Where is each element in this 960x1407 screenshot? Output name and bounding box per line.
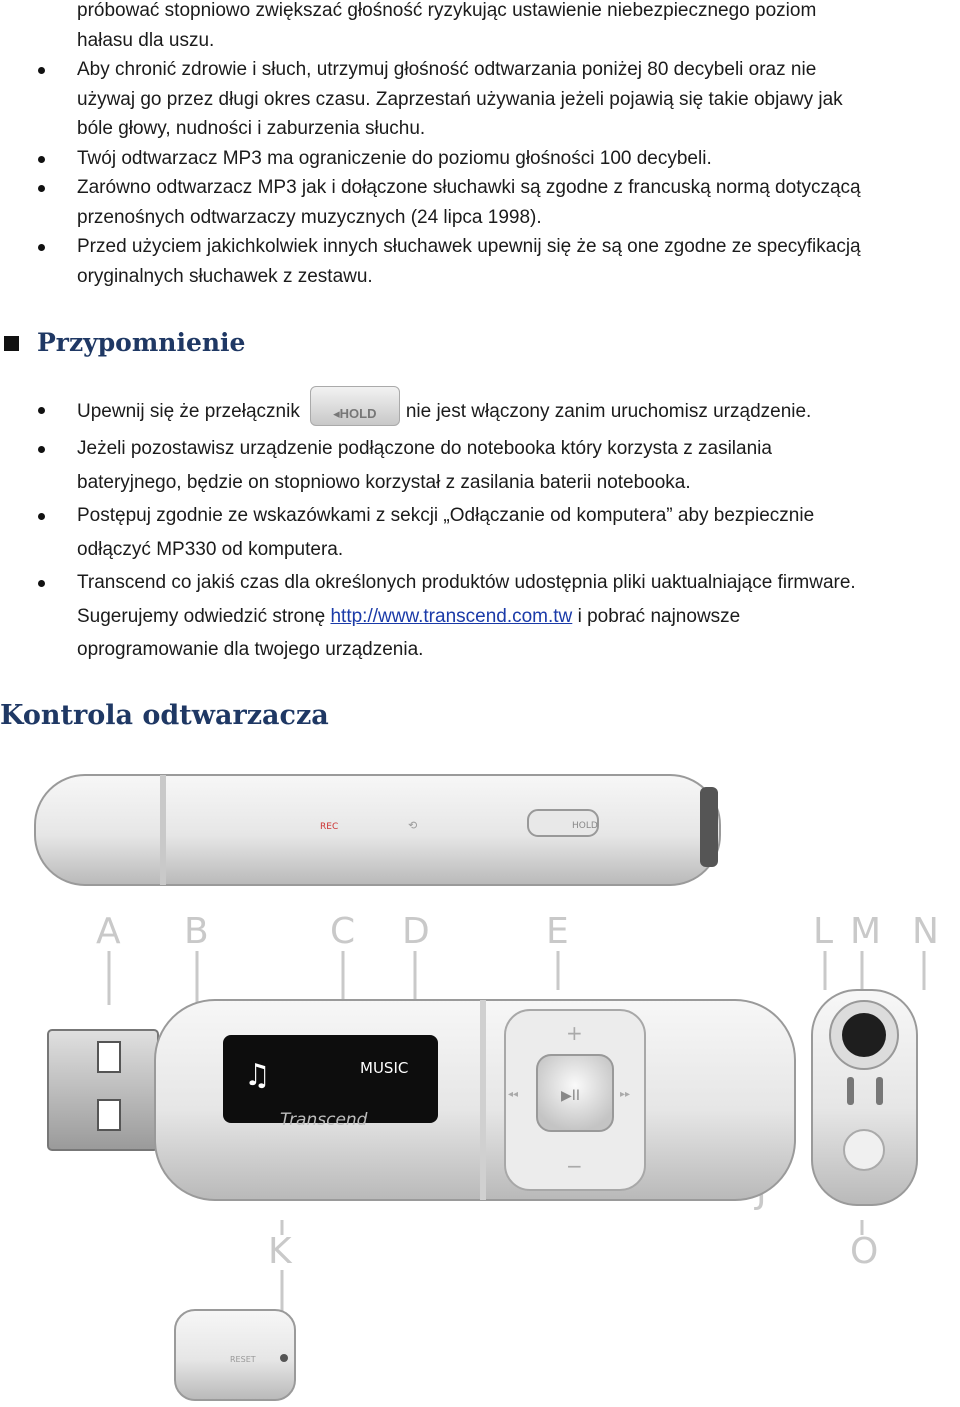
- callout-c: C: [330, 911, 356, 952]
- bullet-icon: [38, 580, 45, 587]
- controls-heading: Kontrola odtwarzacza: [0, 700, 329, 731]
- player-front-view: [155, 1000, 795, 1200]
- callout-b: B: [184, 911, 209, 952]
- list-item-line: Zarówno odtwarzacz MP3 jak i dołączone słuchawki są zgodne z francuską normą dotyczącą: [77, 177, 861, 198]
- display-music-label: MUSIC: [360, 1059, 409, 1077]
- volume-down-icon: −: [566, 1154, 583, 1178]
- safety-list: [0, 0, 960, 291]
- firmware-text-after: i pobrać najnowsze: [572, 605, 741, 627]
- list-item: [0, 55, 960, 144]
- music-note-icon: ♫: [244, 1058, 271, 1093]
- list-item-line: używaj go przez długi okres czasu. Zaprzestań używania jeżeli pojawią się takie objawy jak: [77, 88, 843, 110]
- hold-text-after: nie jest włączony zanim uruchomisz urządzenie.: [405, 401, 812, 423]
- bullet-icon: [38, 513, 45, 520]
- list-item-line: przenośnych odtwarzaczy muzycznych (24 lipca 1998).: [77, 206, 542, 228]
- previous-icon: ◂◂: [508, 1089, 519, 1100]
- callout-m: M: [850, 911, 882, 952]
- list-item-line: Przed użyciem jakichkolwiek innych słuchawek upewnij się że są one zgodne ze specyfikacją: [77, 236, 861, 257]
- callout-e: E: [546, 911, 569, 952]
- callout-l: L: [813, 911, 834, 952]
- list-item: [0, 392, 960, 432]
- list-item-line: oryginalnych słuchawek z zestawu.: [77, 265, 373, 287]
- hold-switch-image: [310, 386, 400, 426]
- list-item-line: bateryjnego, będzie on stopniowo korzystał z zasilania baterii notebooka.: [77, 471, 691, 493]
- list-item-line: Transcend co jakiś czas dla określonych produktów udostępnia pliki uaktualniające firmware.: [77, 572, 856, 593]
- volume-up-icon: +: [566, 1021, 583, 1045]
- repeat-icon: ⟲: [408, 819, 418, 832]
- list-item: [0, 499, 960, 566]
- next-icon: ▸▸: [620, 1089, 631, 1100]
- bullet-icon: [38, 156, 45, 163]
- reminder-heading: Przypomnienie: [37, 328, 246, 357]
- brand-label: Transcend: [280, 1110, 368, 1130]
- list-item-line: Jeżeli pozostawisz urządzenie podłączone do notebooka który korzysta z zasilania: [77, 438, 772, 459]
- reset-label: RESET: [230, 1355, 256, 1364]
- bullet-icon: [38, 185, 45, 192]
- top-hold-label: HOLD: [572, 821, 598, 831]
- list-item-line: bóle głowy, nudności i zaburzenia słuchu.: [77, 118, 426, 139]
- player-diagram: [0, 765, 960, 1405]
- callout-a: A: [96, 911, 121, 952]
- hold-text-before: Upewnij się że przełącznik: [77, 401, 300, 423]
- reset-hole: [280, 1354, 288, 1362]
- list-item-line: hałasu dla uszu.: [77, 29, 215, 51]
- list-item-line: próbować stopniowo zwiększać głośność ryzykując ustawienie niebezpiecznego poziom: [77, 0, 817, 21]
- transcend-website-link[interactable]: http://www.transcend.com.tw: [330, 605, 573, 627]
- callout-o: O: [850, 1231, 879, 1272]
- list-item: [0, 432, 960, 499]
- list-item-line: Postępuj zgodnie ze wskazówkami z sekcji „Odłączanie od komputera” aby bezpiecznie: [77, 505, 815, 526]
- list-item: [0, 0, 960, 55]
- bullet-icon: [38, 407, 45, 414]
- reminder-list: [0, 392, 960, 667]
- bullet-icon: [38, 67, 45, 74]
- list-item-line: oprogramowanie dla twojego urządzenia.: [77, 639, 424, 660]
- hold-switch-label: ◂HOLD: [333, 406, 377, 421]
- list-item: [0, 144, 960, 174]
- callout-k: K: [268, 1231, 292, 1272]
- list-item: [0, 173, 960, 232]
- callout-d: D: [402, 911, 430, 952]
- heading-square-icon: [4, 336, 19, 351]
- player-bottom-view: [175, 1310, 295, 1400]
- lanyard-hole: [844, 1130, 884, 1170]
- firmware-text-before: Sugerujemy odwiedzić stronę: [77, 605, 331, 627]
- player-top-view: [35, 775, 720, 885]
- player-side-view: [812, 990, 917, 1205]
- bullet-icon: [38, 446, 45, 453]
- list-item-line: Aby chronić zdrowie i słuch, utrzymuj głośność odtwarzania poniżej 80 decybeli oraz nie: [77, 59, 817, 80]
- list-item: [0, 232, 960, 291]
- callout-n: N: [912, 911, 939, 952]
- rec-label: REC: [320, 822, 339, 832]
- list-item: [0, 566, 960, 667]
- headphone-jack: [842, 1013, 886, 1057]
- list-item-line: odłączyć MP330 od komputera.: [77, 538, 344, 560]
- list-item-line: [77, 600, 960, 634]
- bullet-icon: [38, 244, 45, 251]
- play-pause-icon: ▶II: [561, 1088, 581, 1104]
- usb-connector: [48, 1030, 158, 1150]
- list-item-line: Twój odtwarzacz MP3 ma ograniczenie do poziomu głośności 100 decybeli.: [77, 147, 712, 169]
